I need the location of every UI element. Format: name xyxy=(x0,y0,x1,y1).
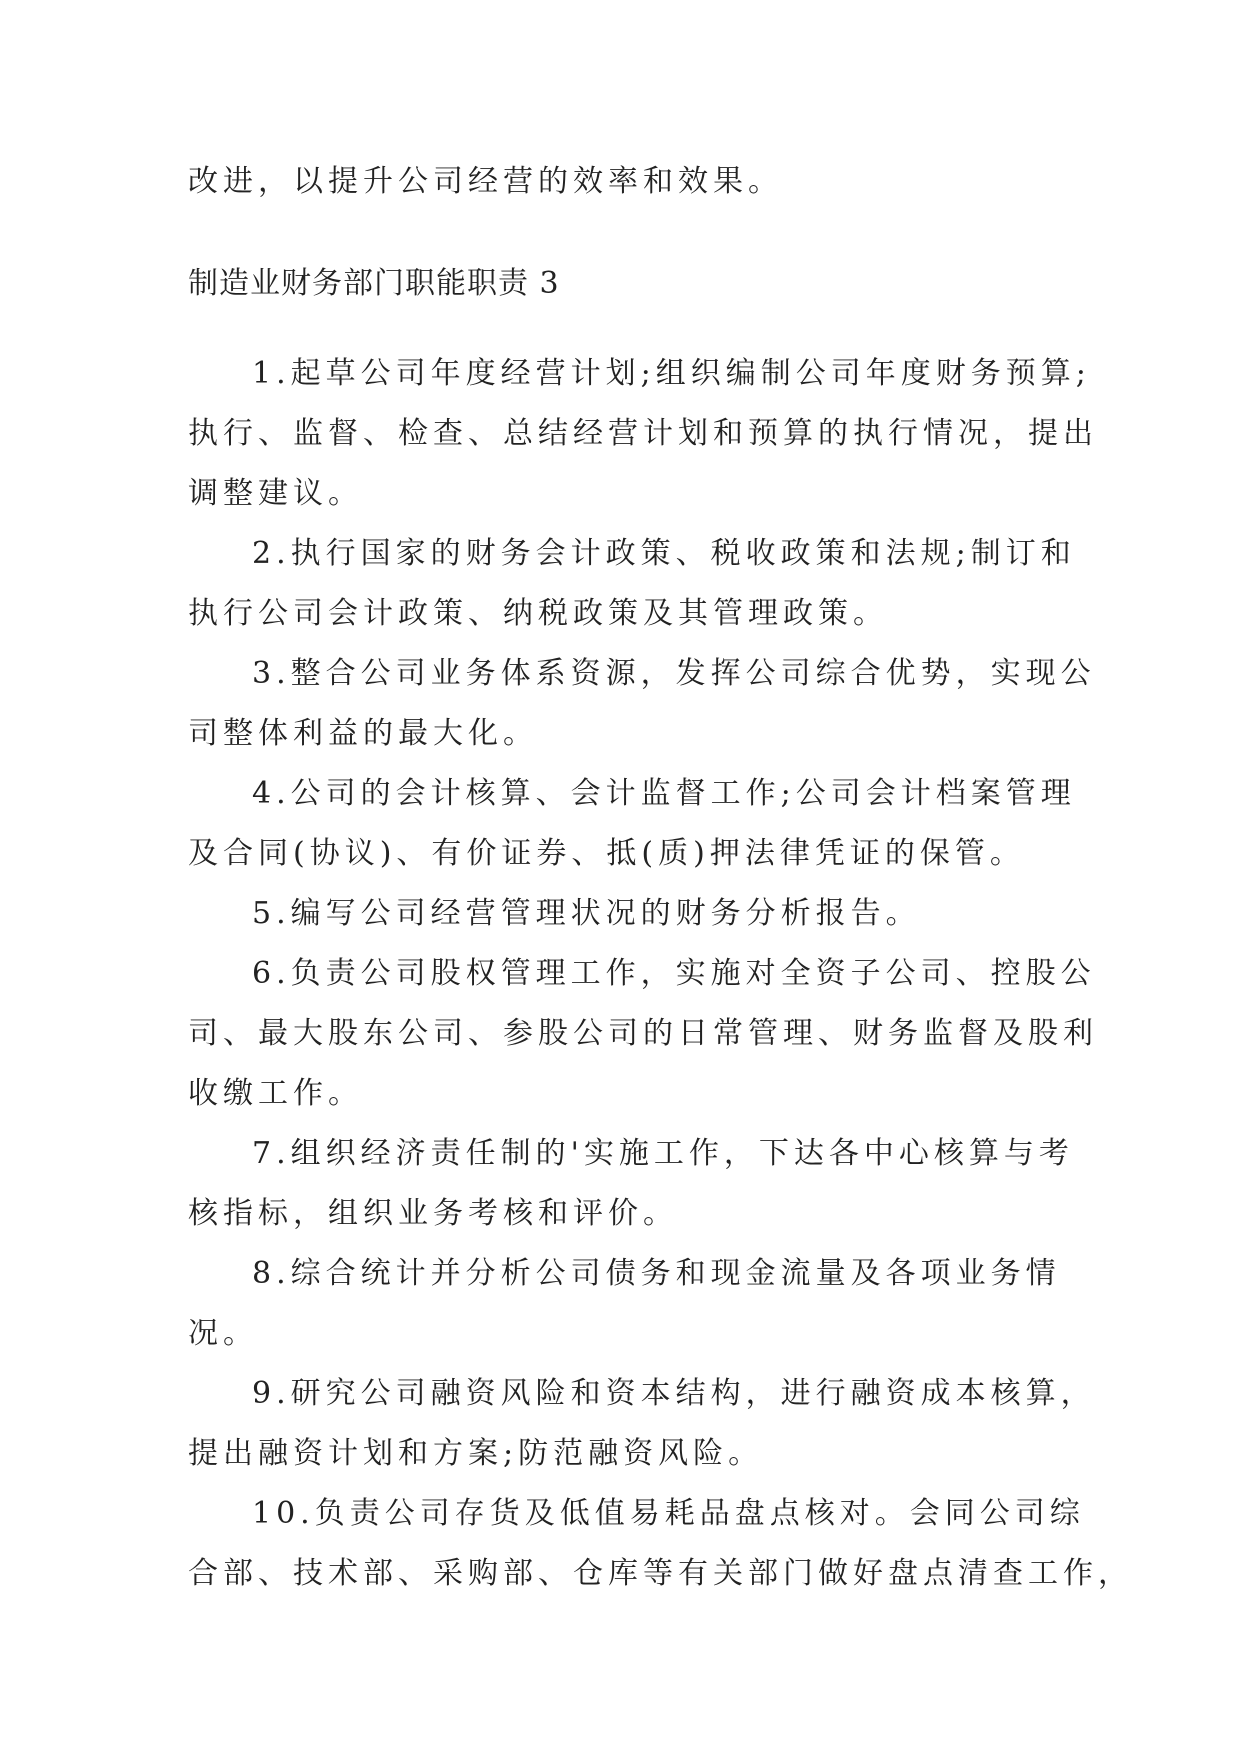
item-3-line-2: 司整体利益的最大化。 xyxy=(188,716,538,751)
document-body xyxy=(188,152,1133,1604)
item-8-line-1: 8.综合统计并分析公司债务和现金流量及各项业务情 xyxy=(252,1256,1061,1291)
list-item xyxy=(188,1124,1074,1244)
section-heading: 制造业财务部门职能职责 3 xyxy=(188,266,560,301)
item-8-line-2: 况。 xyxy=(188,1316,258,1351)
item-5-line-1: 5.编写公司经营管理状况的财务分析报告。 xyxy=(252,896,921,931)
item-1-line-3: 调整建议。 xyxy=(188,476,363,511)
list-item xyxy=(188,1244,1060,1364)
list-item xyxy=(188,884,1060,944)
item-6-line-3: 收缴工作。 xyxy=(188,1076,363,1111)
item-2-line-2: 执行公司会计政策、纳税政策及其管理政策。 xyxy=(188,596,888,631)
list-item xyxy=(188,944,1098,1124)
item-4-line-2: 及合同(协议)、有价证券、抵(质)押法律凭证的保管。 xyxy=(188,836,1025,871)
item-1-line-2: 执行、监督、检查、总结经营计划和预算的执行情况，提出 xyxy=(188,416,1098,451)
item-1-line-1: 1.起草公司年度经营计划;组织编制公司年度财务预算; xyxy=(252,356,1091,391)
list-item xyxy=(188,524,1076,644)
item-6-line-1: 6.负责公司股权管理工作，实施对全资子公司、控股公 xyxy=(252,956,1096,991)
item-4-line-1: 4.公司的会计核算、会计监督工作;公司会计档案管理 xyxy=(252,776,1076,811)
lead-line: 改进，以提升公司经营的效率和效果。 xyxy=(188,164,783,199)
item-10-line-2: 合部、技术部、采购部、仓库等有关部门做好盘点清查工作， xyxy=(188,1556,1133,1591)
item-7-line-1: 7.组织经济责任制的'实施工作，下达各中心核算与考 xyxy=(252,1136,1074,1171)
item-2-line-1: 2.执行国家的财务会计政策、税收政策和法规;制订和 xyxy=(252,536,1076,571)
item-3-line-1: 3.整合公司业务体系资源，发挥公司综合优势，实现公 xyxy=(252,656,1096,691)
item-10-line-1: 10.负责公司存货及低值易耗品盘点核对。会同公司综 xyxy=(252,1496,1085,1531)
list-item xyxy=(188,1364,1096,1484)
list-item xyxy=(188,764,1076,884)
item-9-line-2: 提出融资计划和方案;防范融资风险。 xyxy=(188,1436,764,1471)
list-item xyxy=(188,344,1098,524)
item-6-line-2: 司、最大股东公司、参股公司的日常管理、财务监督及股利 xyxy=(188,1016,1098,1051)
list-item xyxy=(188,1484,1133,1604)
list-item xyxy=(188,644,1096,764)
item-7-line-2: 核指标，组织业务考核和评价。 xyxy=(188,1196,678,1231)
item-9-line-1: 9.研究公司融资风险和资本结构，进行融资成本核算， xyxy=(252,1376,1096,1411)
